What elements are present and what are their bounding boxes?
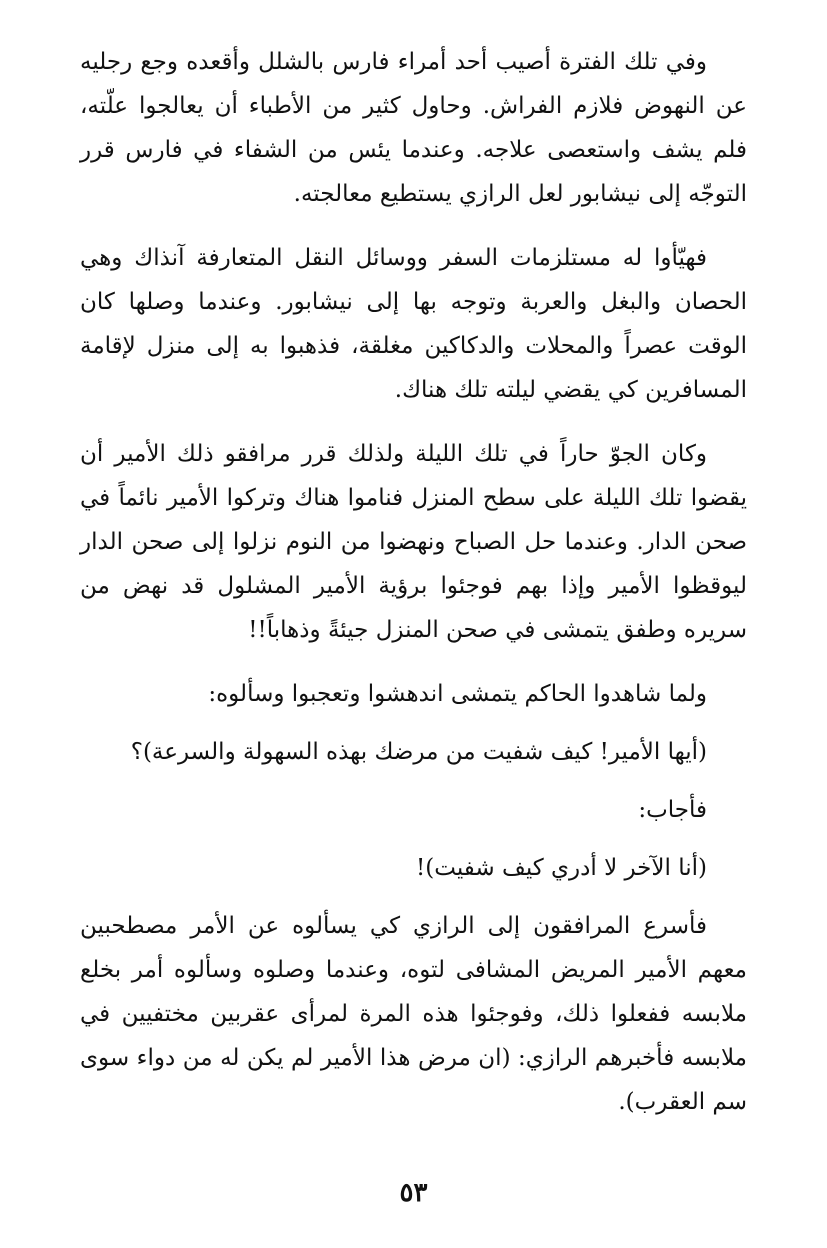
- document-page: [80, 40, 747, 1144]
- paragraph-prince-paralysis: وفي تلك الفترة أصيب أحد أمراء فارس بالشلل وأقعده وجع رجليه عن النهوض فلازم الفراش. وحاول كثير من الأطباء أن يعالجوا علّته، فلم يشف واستعصى علاجه. وعندما يئس من الشفاء في فارس قرر التوجّه إلى نيشابور لعل الرازي يستطيع معالجته.: [80, 49, 747, 207]
- line-companions-asked: ولما شاهدوا الحاكم يتمشى اندهشوا وتعجبوا وسألوه:: [208, 681, 707, 707]
- line-answer: (أنا الآخر لا أدري كيف شفيت)!: [416, 855, 707, 881]
- line-question: (أيها الأمير! كيف شفيت من مرضك بهذه السهولة والسرعة)؟: [130, 739, 707, 765]
- paragraph-scorpions: فأسرع المرافقون إلى الرازي كي يسألوه عن الأمر مصطحبين معهم الأمير المريض المشافى لتوه، وعندما وصلوه وسألوه أمر بخلع ملابسه ففعلوا ذلك، وفوجئوا هذه المرة لمرأى عقربين مختفيين في ملابسه فأخبرهم الرازي: (ان مرض هذا الأمير لم يكن له من دواء سوى سم العقرب).: [80, 913, 747, 1115]
- paragraph-journey-nishapur: فهيّأوا له مستلزمات السفر ووسائل النقل المتعارفة آنذاك وهي الحصان والبغل والعربة وتوجه بها إلى نيشابور. وعندما وصلها كان الوقت عصراً والمحلات والدكاكين مغلقة، فذهبوا به إلى منزل لإقامة المسافرين كي يقضي ليلته تلك هناك.: [80, 245, 747, 403]
- page-number: ٥٣: [399, 1178, 428, 1208]
- line-answered: فأجاب:: [638, 797, 707, 823]
- paragraph-night-roof: وكان الجوّ حاراً في تلك الليلة ولذلك قرر مرافقو ذلك الأمير أن يقضوا تلك الليلة على سطح المنزل فناموا هناك وتركوا الأمير نائماً في صحن الدار. وعندما حل الصباح ونهضوا من النوم نزلوا إلى صحن الدار ليوقظوا الأمير وإذا بهم فوجئوا برؤية الأمير المشلول قد نهض من سريره وطفق يتمشى في صحن المنزل جيئةً وذهاباً!!: [80, 441, 747, 643]
